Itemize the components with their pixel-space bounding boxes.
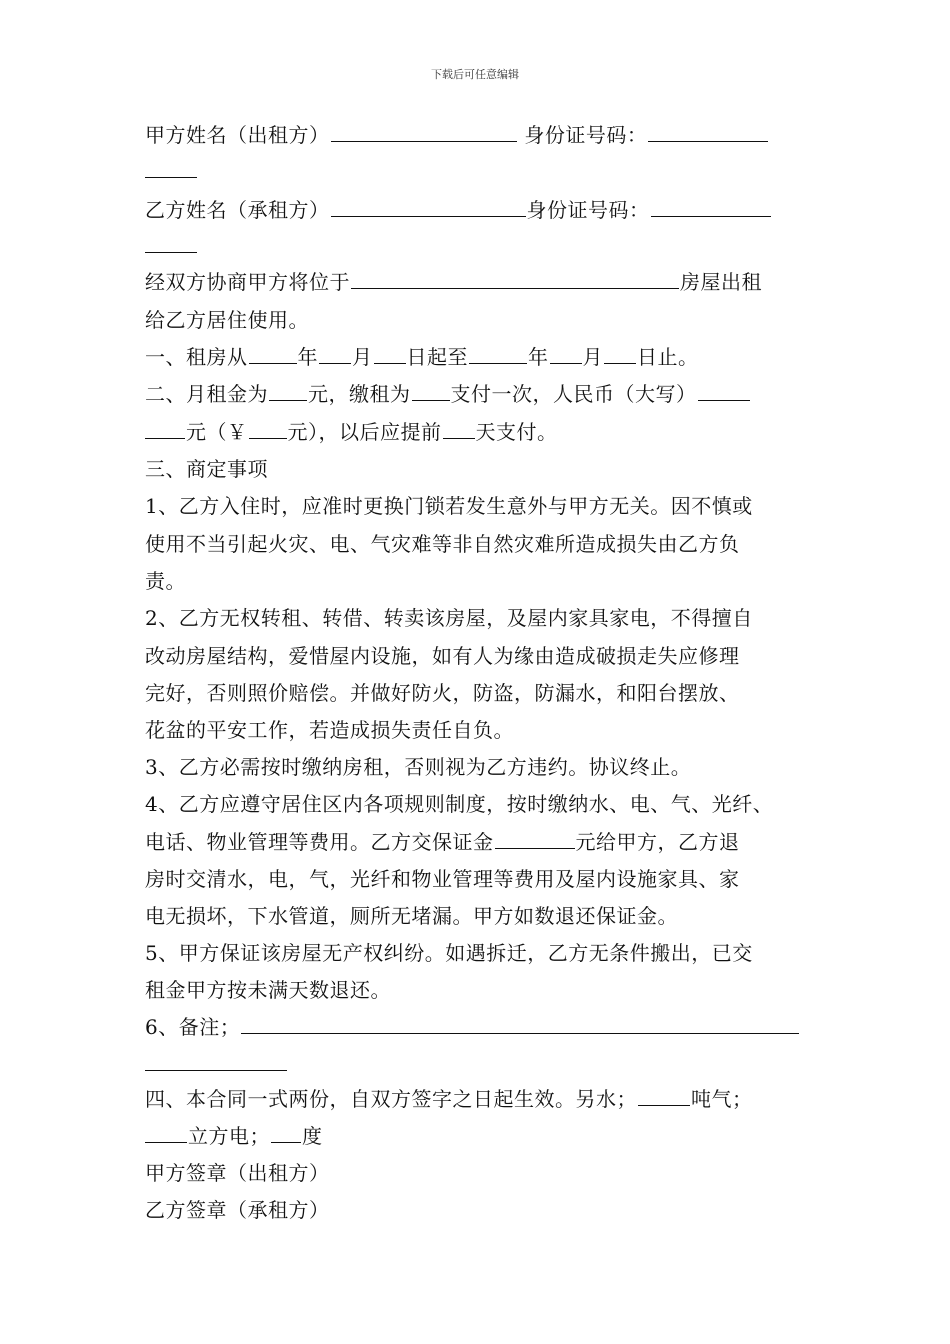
rent-pay-text: 天支付。: [475, 420, 558, 444]
rent-advance-days-blank: [443, 418, 475, 439]
term-start-year-blank: [249, 343, 297, 364]
party-a-name-blank: [331, 121, 517, 142]
location-blank: [351, 268, 679, 289]
rent-period-blank: [412, 380, 450, 401]
rent-advance-text: 元），以后应提前: [287, 420, 442, 444]
item-1-line-2: 使用不当引起火灾、电、气灾难等非自然灾难所造成损失由乙方负: [145, 532, 740, 556]
item-5-line-2: 租金甲方按未满天数退还。: [145, 978, 391, 1002]
item-1-line-3: 责。: [145, 569, 186, 593]
location-label: 经双方协商甲方将位于: [145, 270, 350, 294]
item-4-line-3: 房时交清水，电，气，光纤和物业管理等费用及屋内设施家具、家: [145, 867, 740, 891]
party-b-signature-label: 乙方签章（承租方）: [145, 1198, 330, 1222]
party-b-id-blank: [651, 196, 771, 217]
section-three-heading: 三、商定事项: [145, 457, 268, 481]
item-2-line-3: 完好，否则照价赔偿。并做好防火，防盗，防漏水，和阳台摆放、: [145, 681, 740, 705]
party-a-name-label: 甲方姓名（出租方）: [145, 123, 330, 147]
remarks-continuation: [145, 1050, 288, 1078]
water-reading-blank: [638, 1085, 690, 1106]
party-a-id-continuation: [145, 157, 198, 185]
rent-label: 二、月租金为: [145, 382, 268, 406]
section-four-text: 四、本合同一式两份，自双方签字之日起生效。另水；: [145, 1087, 637, 1111]
term-from-text: 日起至: [406, 345, 468, 369]
item-2-line-2: 改动房屋结构，爱惜屋内设施，如有人为缘由造成破损走失应修理: [145, 644, 740, 668]
term-start-month-blank: [319, 343, 351, 364]
term-end-month-text: 月: [582, 345, 603, 369]
deposit-label: 电话、物业管理等费用。乙方交保证金: [145, 830, 494, 854]
item-3: 3、乙方必需按时缴纳房租，否则视为乙方违约。协议终止。: [145, 755, 692, 779]
party-b-name-label: 乙方姓名（承租方）: [145, 198, 330, 222]
term-clause: [145, 343, 699, 371]
item-1-line-1: 1、乙方入住时，应准时更换门锁若发生意外与甲方无关。因不慎或: [145, 494, 753, 518]
rent-uppercase-blank-cont: [145, 418, 185, 439]
location-suffix: 房屋出租: [680, 270, 762, 294]
gas-reading-blank: [145, 1122, 187, 1143]
item-4-line-2: [145, 828, 740, 856]
term-label: 一、租房从: [145, 345, 248, 369]
rent-numeric-blank: [249, 418, 287, 439]
rent-payment-text: 元，缴租为: [308, 382, 411, 406]
party-b-id-blank-cont: [145, 232, 197, 253]
item-4-line-4: 电无损坏，下水管道，厕所无堵漏。甲方如数退还保证金。: [145, 904, 678, 928]
rent-currency-text: 支付一次，人民币（大写）: [450, 382, 697, 406]
term-year-text: 年: [297, 345, 318, 369]
item-5-line-1: 5、甲方保证该房屋无产权纠纷。如遇拆迁，乙方无条件搬出，已交: [145, 941, 753, 965]
item-2-line-1: 2、乙方无权转租、转借、转卖该房屋，及屋内家具家电，不得擅自: [145, 606, 753, 630]
section-four-line-1: [145, 1085, 753, 1113]
rent-clause-continuation: [145, 418, 558, 446]
electric-unit-text: 度: [302, 1124, 323, 1148]
electric-reading-blank: [271, 1122, 301, 1143]
party-b-id-label: 身份证号码：: [526, 198, 650, 222]
gas-unit-electric-text: 立方电；: [188, 1124, 270, 1148]
party-a-signature-label: 甲方签章（出租方）: [145, 1161, 330, 1185]
deposit-amount-blank: [495, 828, 575, 849]
party-a-line: [145, 121, 769, 149]
location-line: [145, 268, 762, 296]
rent-amount-blank: [269, 380, 307, 401]
party-b-line: [145, 196, 772, 224]
party-a-id-blank-cont: [145, 157, 197, 178]
term-end-text: 日止。: [637, 345, 699, 369]
term-end-month-blank: [550, 343, 582, 364]
item-6: [145, 1013, 800, 1041]
term-end-year-blank: [469, 343, 527, 364]
location-continuation: 给乙方居住使用。: [145, 308, 309, 332]
item-4-line-1: 4、乙方应遵守居住区内各项规则制度，按时缴纳水、电、气、光纤、: [145, 792, 774, 816]
section-four-line-2: [145, 1122, 323, 1150]
term-start-day-blank: [374, 343, 406, 364]
remarks-label: 6、备注；: [145, 1015, 241, 1039]
rent-clause: [145, 380, 751, 408]
party-a-id-label: 身份证号码：: [524, 123, 648, 147]
rent-yuan-text: 元（￥: [186, 420, 248, 444]
rent-uppercase-blank: [698, 380, 750, 401]
party-b-name-blank: [331, 196, 526, 217]
deposit-suffix: 元给甲方，乙方退: [575, 830, 740, 854]
term-month-text: 月: [352, 345, 373, 369]
item-2-line-4: 花盆的平安工作，若造成损失责任自负。: [145, 718, 514, 742]
remarks-blank-cont: [145, 1050, 287, 1071]
term-end-year-text: 年: [528, 345, 549, 369]
term-end-day-blank: [604, 343, 636, 364]
party-b-id-continuation: [145, 232, 198, 260]
water-unit-gas-text: 吨气；: [691, 1087, 753, 1111]
remarks-blank: [241, 1013, 799, 1034]
page-header-note: 下载后可任意编辑: [431, 68, 519, 81]
party-a-id-blank: [648, 121, 768, 142]
